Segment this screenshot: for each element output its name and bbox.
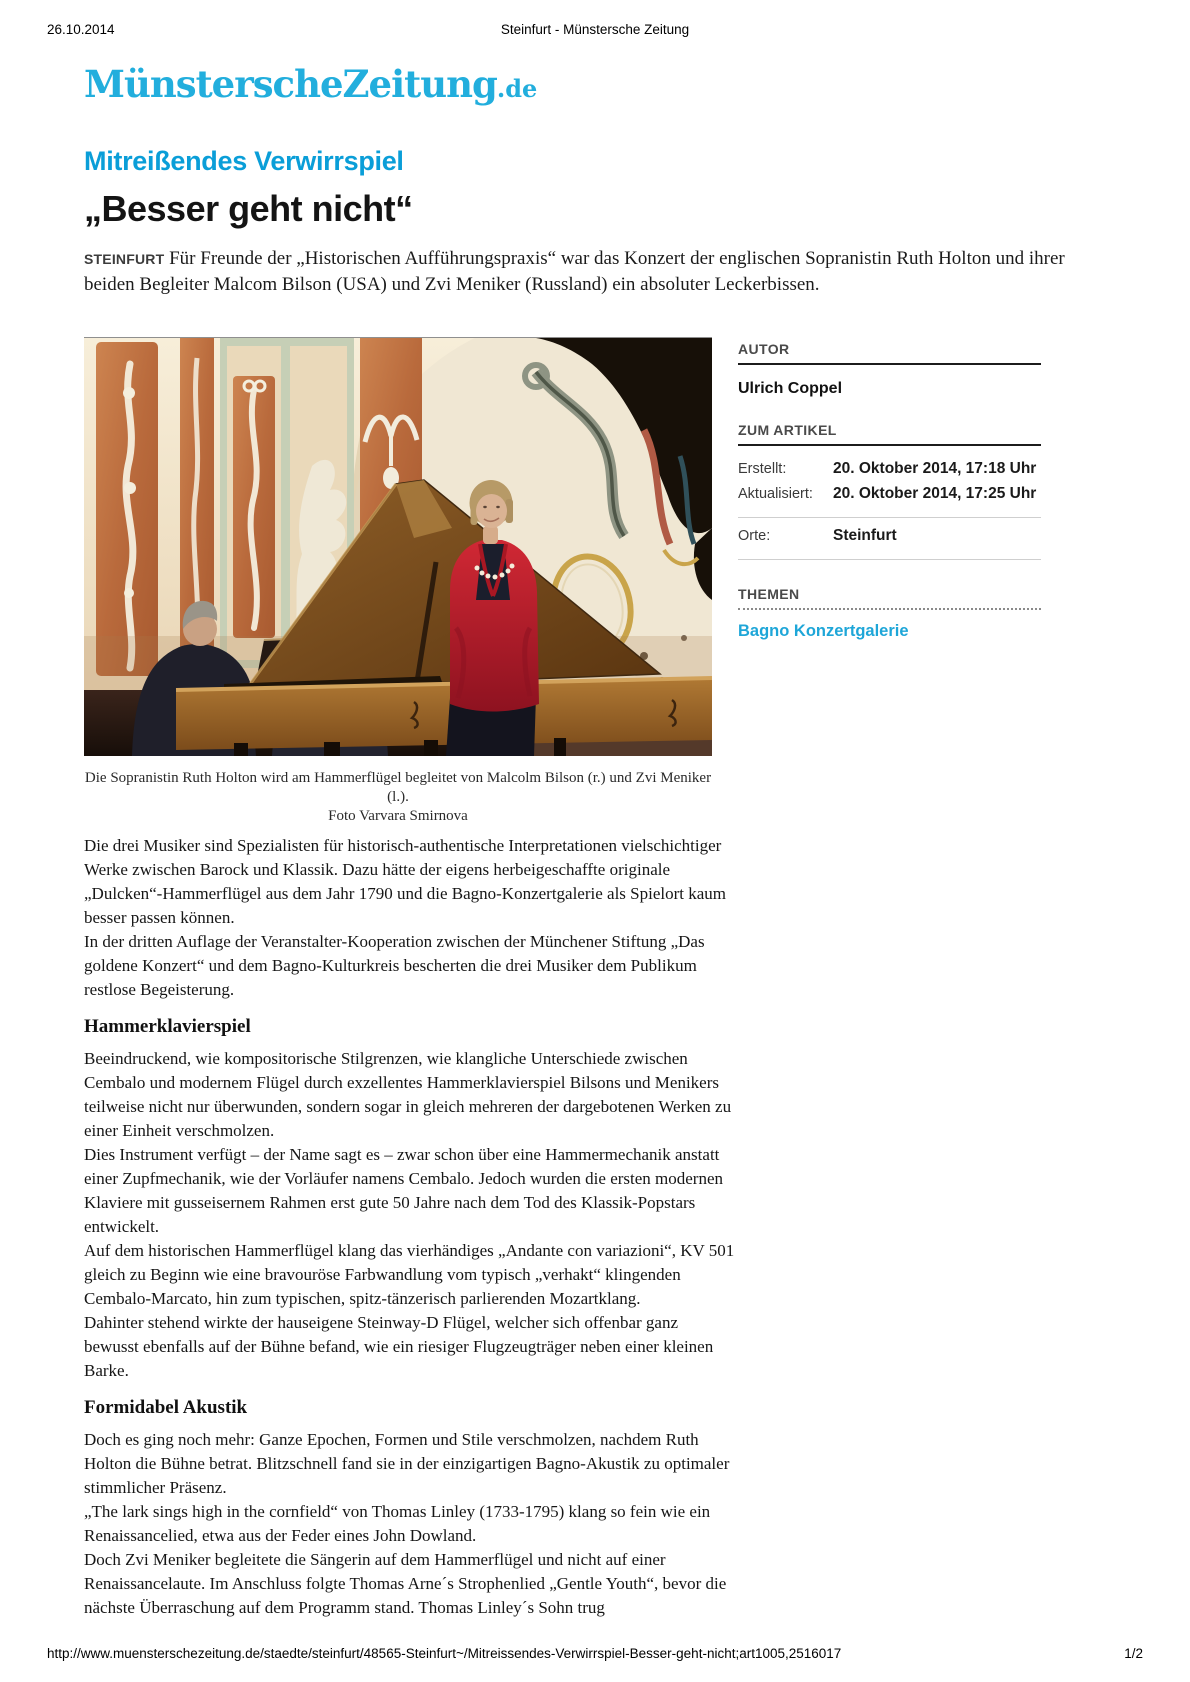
- section-heading-hammerklavierspiel: Hammerklavierspiel: [84, 1016, 251, 1037]
- themen-label: THEMEN: [738, 586, 1041, 610]
- orte-label: Orte:: [738, 528, 771, 544]
- article-paragraph: Auf dem historischen Hammerflügel klang das vierhändiges „Andante con variazioni“, KV 501 gleich zu Beginn wie eine bravouröse Farbwandlung vom typisch „verhakt“ klingenden Cembalo-Marcato, hin zum typischen, spitz-tänzerisch parlierenden Mozartklang.: [84, 1241, 735, 1308]
- article-paragraph: Doch Zvi Meniker begleitete die Sängerin auf dem Hammerflügel und nicht auf einer Renaissancelaute. Im Anschluss folgte Thomas Arne´s Strophenlied „Gentle Youth“, bevor die nächste Überraschung auf dem Programm stand. Thomas Linley´s Sohn trug: [84, 1550, 727, 1617]
- lead-text: Für Freunde der „Historischen Aufführungspraxis“ war das Konzert der englischen Sopranistin Ruth Holton und ihrer beiden Begleiter Malcom Bilson (USA) und Zvi Meniker (Russland) ein absoluter Leckerbissen.: [84, 248, 1065, 295]
- article-title: „Besser geht nicht“: [84, 188, 413, 229]
- created-label: Erstellt:: [738, 461, 787, 477]
- section-heading-formidabel-akustik: Formidabel Akustik: [84, 1397, 248, 1418]
- updated-value: 20. Oktober 2014, 17:25 Uhr: [833, 485, 1037, 502]
- figure-credit: Foto Varvara Smirnova: [328, 808, 468, 824]
- print-doc-title: Steinfurt - Münstersche Zeitung: [500, 22, 690, 37]
- autor-label: AUTOR: [738, 341, 1041, 365]
- author-name: Ulrich Coppel: [738, 380, 843, 397]
- logo-suffix: .de: [496, 74, 538, 103]
- article-paragraph: Dies Instrument verfügt – der Name sagt es – zwar schon über eine Hammermechanik anstatt einer Zupfmechanik, wie der Vorläufer namens Cembalo. Jedoch wurden die ersten modernen Klaviere mit gusseisernem Rahmen erst gute 50 Jahre nach dem Tod des Klassik-Popstars entwickelt.: [84, 1145, 724, 1236]
- themen-block: [738, 586, 1041, 641]
- page-number: 1/2: [1124, 1646, 1143, 1661]
- article-lead: [84, 246, 1096, 297]
- created-row: [738, 460, 1041, 485]
- orte-link[interactable]: Steinfurt: [833, 527, 897, 544]
- logo-text: MünsterscheZeitung: [84, 62, 497, 106]
- article-paragraph: „The lark sings high in the cornfield“ von Thomas Linley (1733-1795) klang so fein wie ein Renaissancelied, etwa aus der Feder eines John Dowland.: [84, 1502, 711, 1545]
- article-overline: Mitreißendes Verwirrspiel: [84, 146, 404, 176]
- location-kicker: STEINFURT: [84, 251, 165, 267]
- article-paragraph: In der dritten Auflage der Veranstalter-Kooperation zwischen der Münchener Stiftung „Das goldene Konzert“ und dem Bagno-Kulturkreis bescherten die drei Musiker dem Publikum restlose Begeisterung.: [84, 932, 705, 999]
- article-figure: [84, 337, 712, 826]
- updated-label: Aktualisiert:: [738, 486, 813, 502]
- sidebar-divider: [738, 559, 1041, 560]
- sidebar-divider: [738, 517, 1041, 518]
- article-paragraph: Beeindruckend, wie kompositorische Stilgrenzen, wie klangliche Unterschiede zwischen Cembalo und modernem Flügel durch exzellentes Hammerklavierspiel Bilsons und Menikers teilweise nicht nur überwunden, sondern sogar in gleich mehreren der dargebotenen Werken zu einer Einheit verschmolzen.: [84, 1049, 732, 1140]
- source-url: http://www.muensterschezeitung.de/staedte/steinfurt/48565-Steinfurt~/Mitreissendes-Verwirrspiel-Besser-geht-nicht;art1005,2516017: [47, 1646, 842, 1661]
- article-body: [84, 834, 736, 1620]
- article-meta: [738, 460, 1041, 510]
- zum-artikel-label: ZUM ARTIKEL: [738, 422, 1041, 446]
- created-value: 20. Oktober 2014, 17:18 Uhr: [833, 460, 1037, 477]
- article-paragraph: Die drei Musiker sind Spezialisten für historisch-authentische Interpretationen vielschichtiger Werke zwischen Barock und Klassik. Dazu hätte der eigens herbeigeschaffte originale „Dulcken“-Hammerflügel aus dem Jahr 1790 und die Bagno-Konzertgalerie als Spielort kaum besser passen können.: [84, 836, 727, 927]
- article-sidebar: [738, 337, 1041, 641]
- orte-row: [738, 527, 1041, 552]
- article-paragraph: Dahinter stehend wirkte der hauseigene Steinway-D Flügel, welcher sich offenbar ganz bewusst ebenfalls auf der Bühne befand, wie ein riesiger Flugzeugträger neben einer kleinen Barke.: [84, 1313, 714, 1380]
- print-header: [47, 22, 1143, 42]
- print-footer: [47, 1646, 1143, 1661]
- updated-row: [738, 485, 1041, 510]
- print-date: 26.10.2014: [47, 22, 115, 37]
- figure-caption-block: [84, 769, 712, 826]
- concert-photo: [84, 337, 712, 756]
- article-paragraph: Doch es ging noch mehr: Ganze Epochen, Formen und Stile verschmolzen, nachdem Ruth Holton die Bühne betrat. Blitzschnell fand sie in der einzigartigen Bagno-Akustik zu optimaler stimmlicher Präsenz.: [84, 1430, 730, 1497]
- figure-caption: Die Sopranistin Ruth Holton wird am Hammerflügel begleitet von Malcolm Bilson (r.) und Zvi Meniker (l.).: [84, 770, 712, 805]
- themen-link[interactable]: Bagno Konzertgalerie: [738, 622, 909, 640]
- site-logo[interactable]: [84, 62, 537, 106]
